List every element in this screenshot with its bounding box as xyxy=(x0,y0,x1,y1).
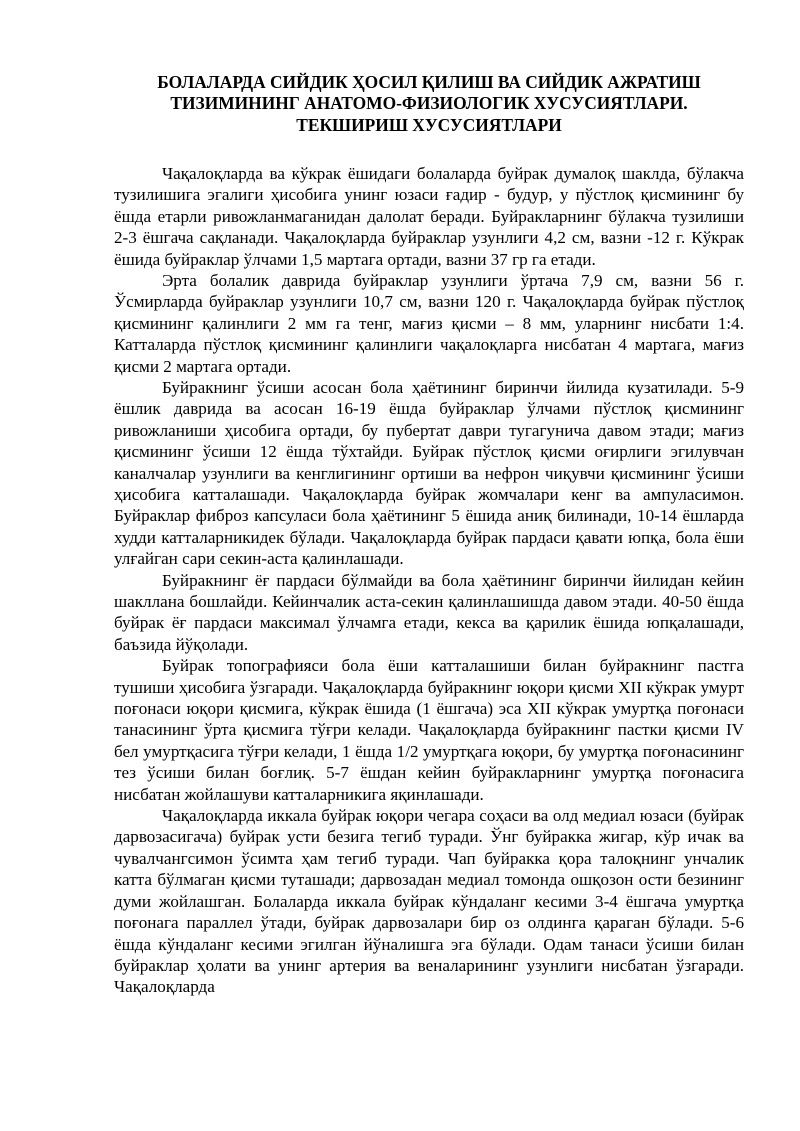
body-paragraph: Буйрак топографияси бола ёши катталашиши билан буйракнинг пастга тушиши ҳисобига ўзгаради. Чақалоқларда буйракнинг юқори қисми XII кўкрак умурт поғонаси юқори қисмига, кўкрак ёшида (1 ёшгача) эса XII кўкрак умуртқа поғонаси танасининг ўрта қисмига тўғри келади. Чақалоқларда буйракнинг пастки қисми IV бел умуртқасига тўғри келади, 1 ёшда 1/2 умуртқага юқори, бу умуртқа поғонасининг тез ўсиши билан боғлиқ. 5-7 ёшдан кейин буйракларнинг умуртқа поғонасига нисбатан жойлашуви катталарникига яқинлашади. xyxy=(114,656,744,804)
title-line-2: ТИЗИМИНИНГ АНАТОМО-ФИЗИОЛОГИК ХУСУСИЯТЛАРИ. xyxy=(170,93,688,114)
body-paragraph: Чақалоқларда иккала буйрак юқори чегара соҳаси ва олд медиал юзаси (буйрак дарвозасигача) буйрак усти безига тегиб туради. Ўнг буйракка жигар, кўр ичак ва чувалчангсимон ўсимта ҳам тегиб туради. Чап буйракка қора талоқнинг унчалик катта бўлмаган қисми туташади; дарвозадан медиал томонда ошқозон ости безининг думи жойлашган. Болаларда иккала буйрак кўндаланг кесими 3-4 ёшгача умуртқа поғонага параллел ўтади, буйрак дарвозалари бир оз олдинга қараган бўлади. 5-6 ёшда кўндаланг кесими эгилган йўналишга эга бўлади. Одам танаси ўсиши билан буйраклар ҳолати ва унинг артерия ва веналарининг узунлиги нисбатан ўзгаради. Чақалоқларда xyxy=(114,806,744,997)
body-paragraph: Чақалоқларда ва кўкрак ёшидаги болаларда буйрак думалоқ шаклда, бўлакча тузилишига эгалиги ҳисобига унинг юзаси ғадир - будур, у пўстлоқ қисмининг бу ёшда етарли ривожланмаганидан далолат беради. Буйракларнинг бўлакча тузилиши 2-3 ёшгача сақланади. Чақалоқларда буйраклар узунлиги 4,2 см, вазни -12 г. Кўкрак ёшида буйраклар ўлчами 1,5 мартага ортади, вазни 37 гр га етади. xyxy=(114,163,744,269)
document-page xyxy=(114,72,744,998)
body-paragraph: Буйракнинг ўсиши асосан бола ҳаётининг биринчи йилида кузатилади. 5-9 ёшлик даврида ва асосан 16-19 ёшда буйраклар ўлчами пўстлоқ қисмининг ривожланиши ҳисобига ортади, бу пубертат даври тугагунича давом этади; мағиз қисмининг ўсиши 12 ёшда тўхтайди. Буйрак пўстлоқ қисми оғирлиги эгилувчан каналчалар узунлиги ва кенглигининг ортиши ва нефрон чиқувчи қисмининг ўсиши ҳисобига катталашади. Чақалоқларда буйрак жомчалари кенг ва ампуласимон. Буйраклар фиброз капсуласи бола ҳаётининг 5 ёшида аниқ билинади, 10-14 ёшларда худди катталарникидек бўлади. Чақалоқларда буйрак пардаси қавати юпқа, бола ёши улғайган сари секин-аста қалинлашади. xyxy=(114,377,744,569)
body-paragraph: Эрта болалик даврида буйраклар узунлиги ўртача 7,9 см, вазни 56 г. Ўсмирларда буйраклар узунлиги 10,7 см, вазни 120 г. Чақалоқларда буйрак пўстлоқ қисмининг қалинлиги 2 мм га тенг, мағиз қисми – 8 мм, уларнинг нисбати 1:4. Катталарда пўстлоқ қисмининг қалинлиги чақалоқларга нисбатан 4 мартага, мағиз қисми 2 мартага ортади. xyxy=(114,270,744,376)
document-title xyxy=(114,72,744,136)
title-line-3: ТЕКШИРИШ ХУСУСИЯТЛАРИ xyxy=(296,114,562,135)
title-line-1: БОЛАЛАРДА СИЙДИК ҲОСИЛ ҚИЛИШ ВА СИЙДИК АЖРАТИШ xyxy=(157,72,701,92)
body-paragraph: Буйракнинг ёғ пардаси бўлмайди ва бола ҳаётининг биринчи йилидан кейин шакллана бошлайди. Кейинчалик аста-секин қалинлашишда давом этади. 40-50 ёшда буйрак ёғ пардаси максимал ўлчамга етади, кекса ва қарилик ёшида юпқалашади, баъзида йўқолади. xyxy=(114,570,744,654)
